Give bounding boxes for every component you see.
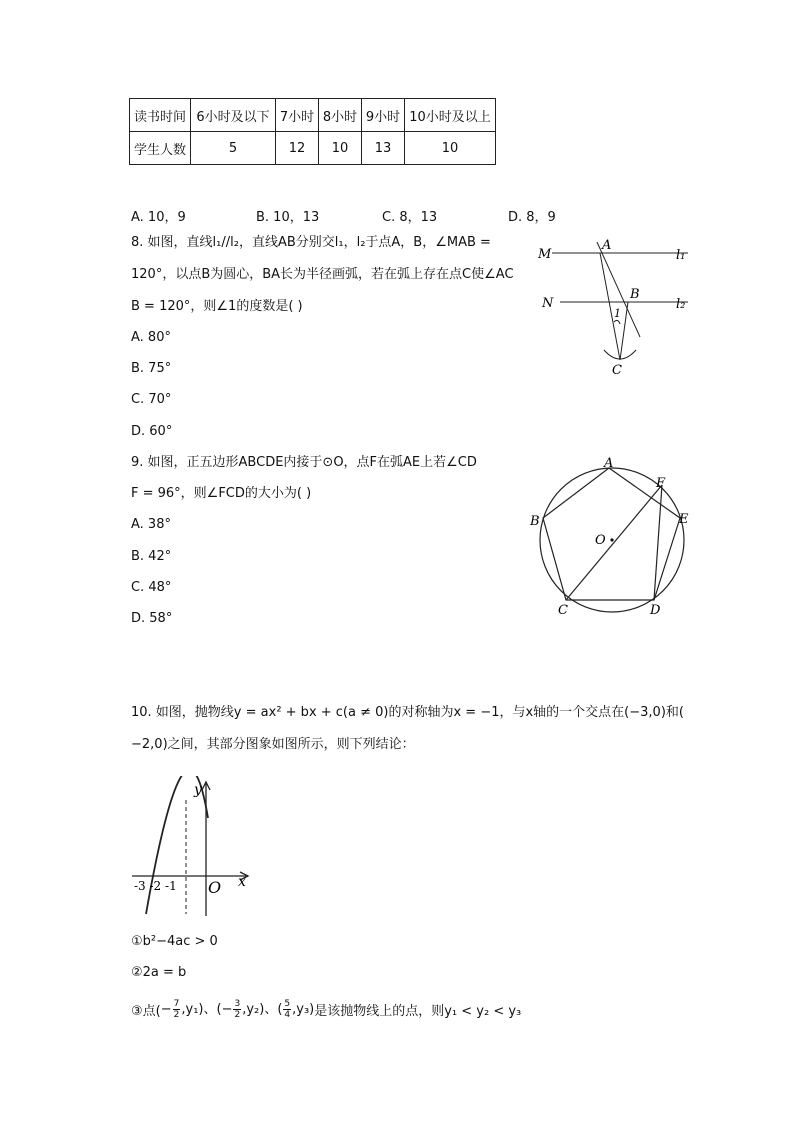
q9-figure [524, 452, 700, 622]
q10-stem-line1: 10. 如图，抛物线y = ax² + bx + c(a ≠ 0)的对称轴为x = −1，与x轴的一个交点在(−3,0)和( [131, 705, 684, 720]
q7-option-b: B. 10，13 [256, 210, 320, 225]
angle-mark [614, 320, 620, 324]
q9-option-a: A. 38° [131, 517, 171, 532]
fraction-numerator: 3 [234, 999, 241, 1009]
q7-option-a: A. 10，9 [131, 210, 186, 225]
tick-labels: -3 -2 -1 [134, 879, 177, 893]
label-n: N [542, 296, 554, 311]
label-c: C [558, 603, 568, 618]
q9-option-d: D. 58° [131, 611, 173, 626]
table-row [130, 132, 496, 165]
label-o: O [595, 533, 606, 548]
q10-figure [128, 776, 254, 918]
point-y: ,y₂) [242, 1002, 265, 1017]
fraction [173, 999, 181, 1020]
q10-conclusion-2: ②2a = b [131, 965, 187, 980]
table-cell: 10 [319, 132, 362, 165]
table-cell: 9小时 [362, 99, 405, 132]
label-y: y [194, 782, 202, 798]
label-f: F [656, 476, 666, 491]
q8-stem-line1: 8. 如图，直线l₁//l₂，直线AB分别交l₁，l₂于点A，B，∠MAB = [131, 235, 491, 250]
c3-rest: 是该抛物线上的点，则y₁ < y₂ < y₃ [314, 1003, 522, 1019]
point-separator: 、( [203, 1002, 222, 1017]
label-origin: O [208, 878, 222, 897]
label-m: M [538, 247, 552, 262]
fraction-denominator: 2 [234, 1010, 241, 1020]
q8-stem-line2: 120°，以点B为圆心，BA长为半径画弧，若在弧上存在点C使∠AC [131, 267, 514, 282]
label-x: x [238, 874, 246, 890]
segment-bc [620, 302, 628, 360]
fraction-denominator: 2 [173, 1010, 180, 1020]
q10-stem-line2: −2,0)之间，其部分图象如图所示，则下列结论： [131, 737, 415, 752]
q8-figure [530, 232, 700, 382]
table-cell: 12 [276, 132, 319, 165]
q8-option-b: B. 75° [131, 361, 172, 376]
table-cell: 学生人数 [130, 132, 191, 165]
segment-fc [566, 485, 662, 600]
label-c: C [612, 363, 622, 378]
q9-option-c: C. 48° [131, 580, 172, 595]
table-cell: 10小时及以上 [405, 99, 496, 132]
table-row [130, 99, 496, 132]
label-e: E [679, 512, 689, 527]
q7-option-c: C. 8，13 [382, 210, 438, 225]
q10-conclusion-3 [131, 996, 521, 1022]
point-separator: 、( [264, 1002, 283, 1017]
point-y: ,y₃) [292, 1002, 315, 1017]
fraction-denominator: 4 [284, 1010, 291, 1020]
point-sign: − [160, 1002, 172, 1017]
fraction [233, 999, 241, 1020]
c3-points [161, 998, 315, 1020]
q8-option-c: C. 70° [131, 392, 172, 407]
fraction-numerator: 7 [173, 999, 180, 1009]
label-b: B [530, 514, 540, 529]
label-a: A [604, 456, 614, 471]
q9-option-b: B. 42° [131, 549, 172, 564]
fraction-numerator: 5 [284, 999, 291, 1009]
c3-prefix: ③点( [131, 1003, 161, 1019]
table-cell: 5 [191, 132, 276, 165]
table-cell: 6小时及以下 [191, 99, 276, 132]
table-cell: 8小时 [319, 99, 362, 132]
table-cell: 10 [405, 132, 496, 165]
label-l1: l₁ [676, 248, 686, 263]
label-angle-1: 1 [614, 307, 621, 320]
label-a: A [602, 238, 612, 253]
label-b: B [630, 287, 640, 302]
table-cell: 7小时 [276, 99, 319, 132]
q9-stem-line1: 9. 如图，正五边形ABCDE内接于⊙O，点F在弧AE上若∠CD [131, 455, 477, 470]
q8-option-d: D. 60° [131, 424, 173, 439]
label-l2: l₂ [676, 297, 686, 312]
reading-time-table [129, 98, 496, 165]
point-sign: − [221, 1002, 233, 1017]
label-d: D [650, 603, 661, 618]
q9-stem-line2: F = 96°，则∠FCD的大小为( ) [131, 486, 312, 501]
center-dot [610, 538, 613, 541]
point-y: ,y₁) [181, 1002, 204, 1017]
table-cell: 读书时间 [130, 99, 191, 132]
q10-conclusion-1: ①b²−4ac > 0 [131, 934, 218, 949]
q7-option-d: D. 8，9 [508, 210, 556, 225]
q8-stem-line3: B = 120°，则∠1的度数是( ) [131, 299, 303, 314]
fraction [283, 999, 291, 1020]
q8-option-a: A. 80° [131, 330, 171, 345]
table-cell: 13 [362, 132, 405, 165]
